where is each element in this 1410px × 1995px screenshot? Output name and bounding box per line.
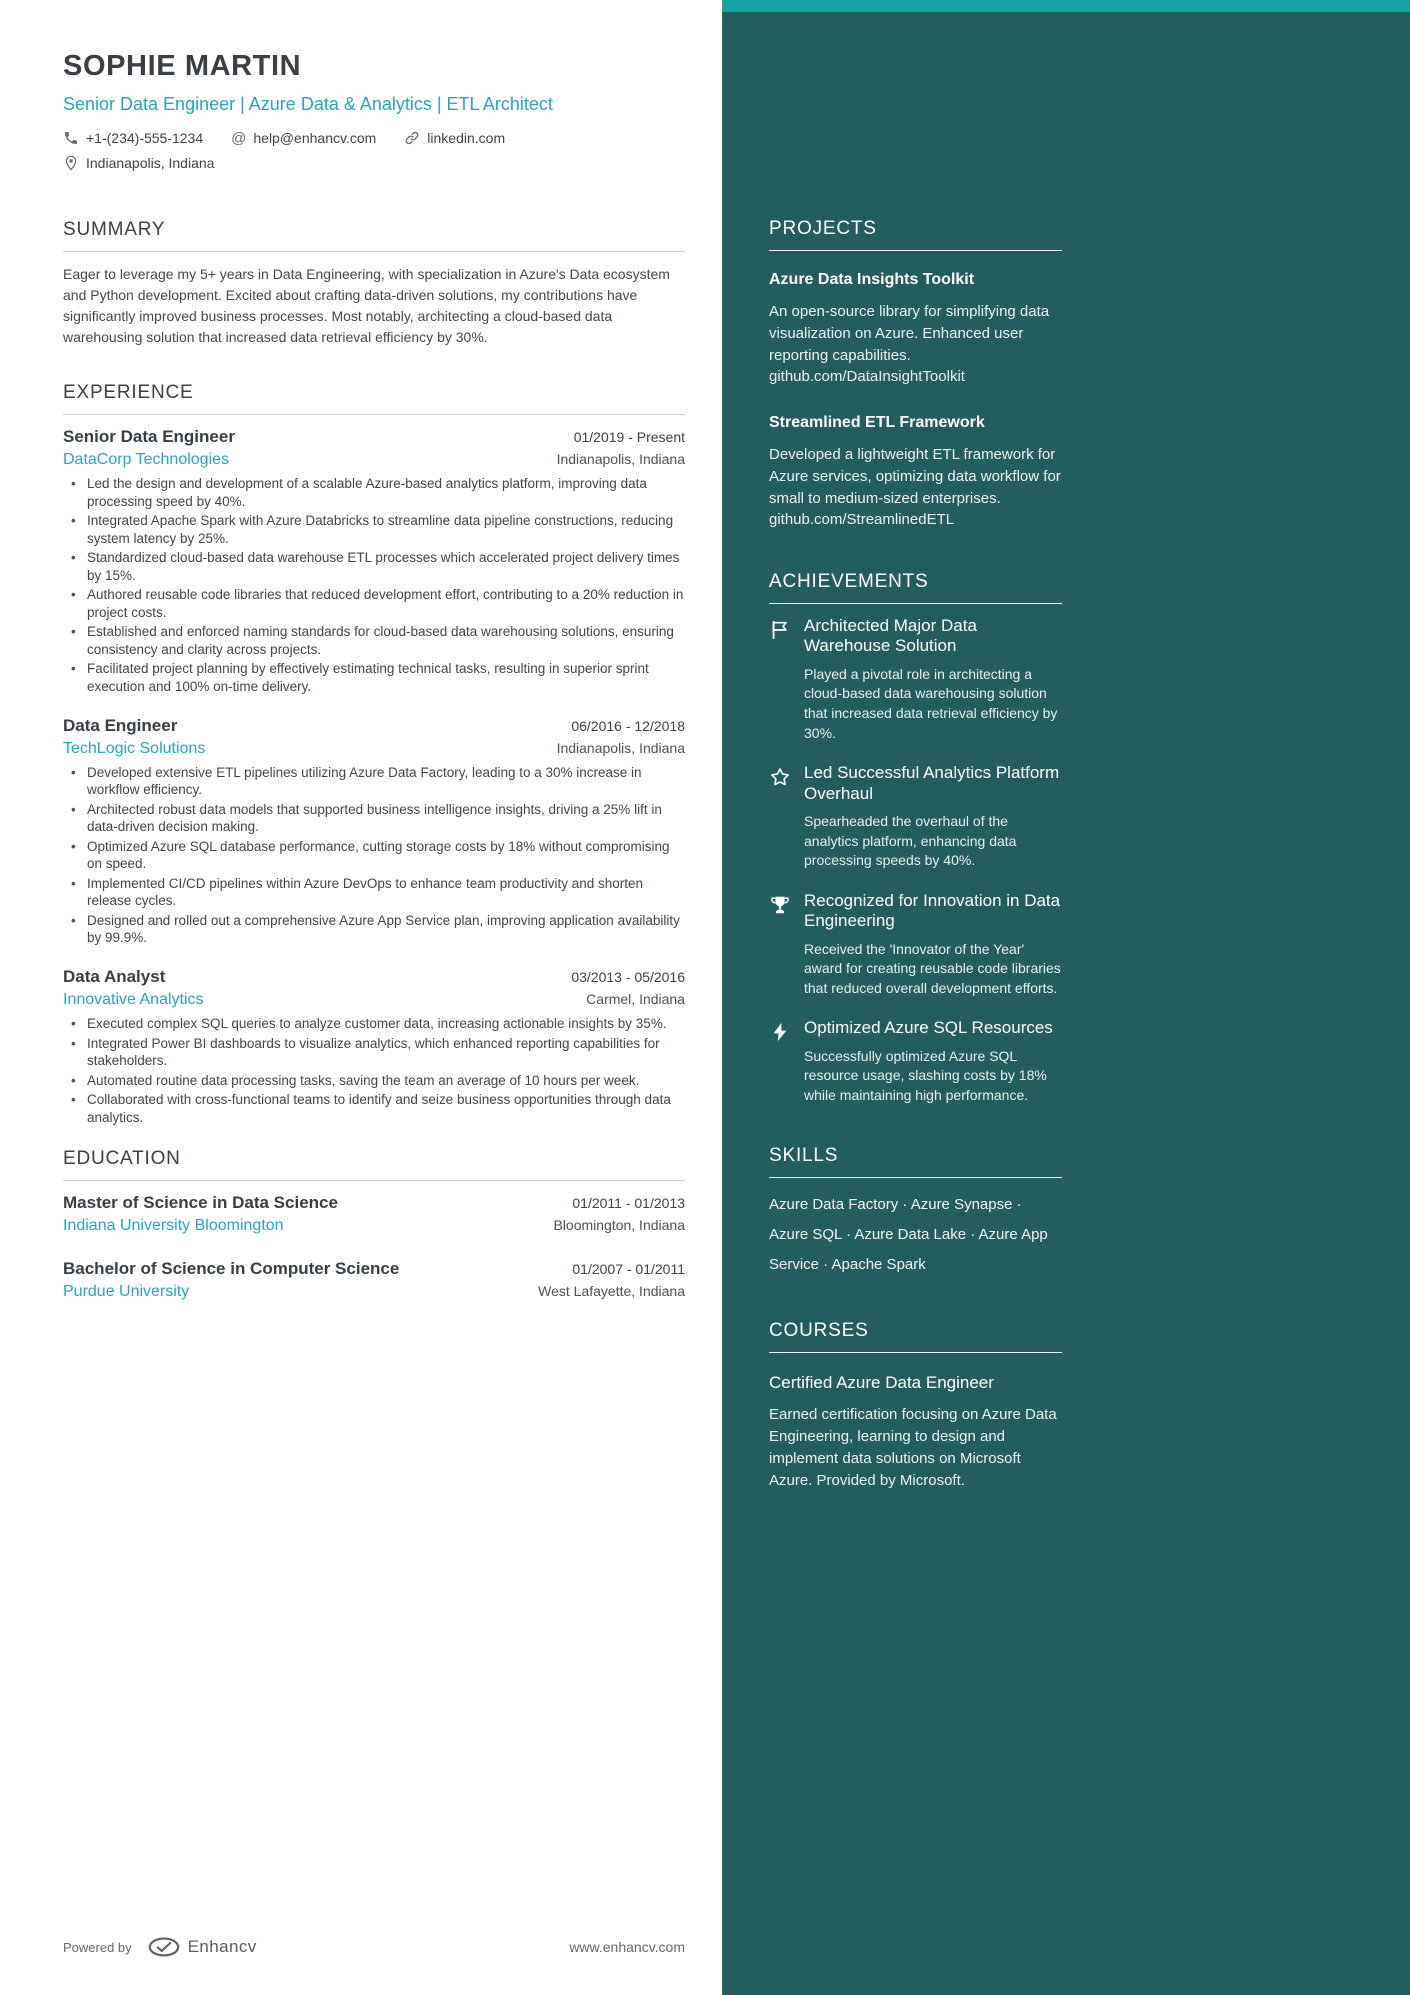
- school-name: Indiana University Bloomington: [63, 1217, 284, 1235]
- achievement-item: [769, 1018, 1062, 1105]
- bullet-item: • Designed and rolled out a comprehensive Azure App Service plan, improving application availability by 99.9%.: [63, 912, 685, 947]
- job-dates: 03/2013 - 05/2016: [571, 969, 685, 986]
- achievement-body: [804, 1018, 1062, 1105]
- project-item: [769, 414, 1062, 531]
- degree-school-row: [63, 1283, 685, 1301]
- course-title: Certified Azure Data Engineer: [769, 1373, 994, 1393]
- bullet-item: • Collaborated with cross-functional teams to identify and seize business opportunities through data analytics.: [63, 1091, 685, 1126]
- job-title-row: [63, 967, 685, 987]
- website-link[interactable]: [404, 130, 505, 146]
- degree-school-row: [63, 1217, 685, 1235]
- bullet-item: • Led the design and development of a scalable Azure-based analytics platform, improving data processing speed by 40%.: [63, 475, 685, 510]
- job-location: Indianapolis, Indiana: [556, 451, 685, 467]
- achievement-text: Successfully optimized Azure SQL resource usage, slashing costs by 18% while maintaining high performance.: [804, 1047, 1047, 1103]
- project-description: An open-source library for simplifying data visualization on Azure. Enhanced user reporting capabilities. github.com/DataInsightToolkit: [769, 303, 1050, 386]
- project-description: Developed a lightweight ETL framework for Azure services, optimizing data workflow for small to medium-sized enterprises. github.com/StreamlinedETL: [769, 446, 1061, 529]
- job-entry: [63, 427, 685, 696]
- projects-section: [769, 218, 1062, 531]
- email-link[interactable]: [231, 130, 376, 146]
- bullet-item: • Integrated Power BI dashboards to visualize analytics, which enhanced reporting capabilities for stakeholders.: [63, 1035, 685, 1070]
- job-dates: 06/2016 - 12/2018: [571, 717, 685, 734]
- achievement-text: Played a pivotal role in architecting a cloud-based data warehousing solution that increased data retrieval efficiency by 30%.: [804, 665, 1058, 741]
- bullet-item: • Optimized Azure SQL database performance, cutting storage costs by 18% without compromising on speed.: [63, 838, 685, 873]
- location-text: Indianapolis, Indiana: [86, 155, 215, 171]
- achievement-item: [769, 891, 1062, 999]
- job-entry: [63, 967, 685, 1126]
- star-icon: [769, 766, 791, 788]
- project-title: Azure Data Insights Toolkit: [769, 271, 975, 288]
- job-company-row: [63, 740, 685, 758]
- bolt-icon: [769, 1021, 791, 1043]
- achievement-body: [804, 891, 1062, 999]
- degree-title-row: [63, 1259, 685, 1279]
- location-pin-icon: [63, 155, 79, 171]
- headline: Senior Data Engineer | Azure Data & Analytics | ETL Architect: [63, 94, 553, 114]
- achievement-body: [804, 763, 1062, 871]
- job-location: Carmel, Indiana: [586, 991, 685, 1008]
- job-company-row: [63, 991, 685, 1009]
- bullet-item: • Facilitated project planning by effectively estimating technical tasks, resulting in superior sprint execution and 100% on-time delivery.: [63, 660, 685, 695]
- achievements-section: [769, 571, 1062, 1105]
- job-title: Data Analyst: [63, 967, 166, 987]
- phone-text: +1-(234)-555-1234: [86, 130, 204, 146]
- at-icon: @: [231, 129, 247, 147]
- project-item: [769, 271, 1062, 388]
- skills-heading: SKILLS: [769, 1145, 1062, 1178]
- degree-entry: [63, 1259, 685, 1301]
- email-text: help@enhancv.com: [253, 130, 377, 146]
- enhancv-brand-link[interactable]: [148, 1937, 257, 1957]
- bullet-item: • Executed complex SQL queries to analyze customer data, increasing actionable insights by 35%.: [63, 1015, 685, 1033]
- header: [63, 50, 685, 171]
- experience-section: [63, 382, 685, 1126]
- degree-entry: [63, 1193, 685, 1235]
- degree-location: Bloomington, Indiana: [553, 1217, 685, 1234]
- course-item: [769, 1373, 1062, 1491]
- achievement-title: Architected Major Data Warehouse Solution: [804, 616, 977, 656]
- powered-by-label: Powered by: [63, 1939, 132, 1955]
- achievement-title: Recognized for Innovation in Data Engineering: [804, 890, 1061, 931]
- school-name: Purdue University: [63, 1283, 190, 1301]
- job-bullets: [63, 1015, 685, 1126]
- achievement-item: [769, 616, 1062, 743]
- bullet-item: • Authored reusable code libraries that reduced development effort, contributing to a 20% reduction in project costs.: [63, 586, 685, 621]
- footer-website-link[interactable]: www.enhancv.com: [569, 1939, 685, 1955]
- bullet-item: • Developed extensive ETL pipelines utilizing Azure Data Factory, leading to a 30% increase in workflow efficiency.: [63, 764, 685, 799]
- degree-dates: 01/2011 - 01/2013: [572, 1195, 685, 1212]
- projects-heading: PROJECTS: [769, 218, 1062, 251]
- skills-list: Azure Data Factory · Azure Synapse · Azure SQL · Azure Data Lake · Azure App Service · Apache Spark: [769, 1196, 1048, 1274]
- bullet-item: • Implemented CI/CD pipelines within Azure DevOps to enhance team productivity and shorten release cycles.: [63, 875, 685, 910]
- phone-icon: [63, 130, 79, 146]
- website-text: linkedin.com: [427, 130, 506, 146]
- company-name: TechLogic Solutions: [63, 739, 206, 757]
- contact-row: [63, 130, 685, 146]
- degree-title: Bachelor of Science in Computer Science: [63, 1259, 400, 1279]
- courses-section: [769, 1320, 1062, 1491]
- job-bullets: [63, 475, 685, 696]
- job-title-row: [63, 427, 685, 447]
- achievement-text: Spearheaded the overhaul of the analytics platform, enhancing data processing speeds by 40%.: [804, 812, 1017, 869]
- job-title: Senior Data Engineer: [63, 427, 235, 446]
- bullet-item: • Established and enforced naming standards for cloud-based data warehousing solutions, ensuring consistency and clarity across projects.: [63, 623, 685, 658]
- brand-name: Enhancv: [187, 1937, 257, 1956]
- education-heading: EDUCATION: [63, 1148, 685, 1181]
- job-location: Indianapolis, Indiana: [556, 739, 685, 756]
- achievement-title: Led Successful Analytics Platform Overhaul: [804, 763, 1060, 803]
- company-name: Innovative Analytics: [63, 991, 204, 1009]
- bullet-item: • Automated routine data processing tasks, saving the team an average of 10 hours per week.: [63, 1072, 685, 1090]
- candidate-name: SOPHIE MARTIN: [63, 50, 302, 82]
- footer: [63, 1937, 685, 1957]
- link-icon: [404, 130, 420, 146]
- achievement-title: Optimized Azure SQL Resources: [804, 1018, 1053, 1038]
- education-section: [63, 1148, 685, 1301]
- achievement-text: Received the 'Innovator of the Year' award for creating reusable code libraries that reduced overall development efforts.: [804, 940, 1061, 996]
- job-company-row: [63, 451, 685, 469]
- bullet-item: • Architected robust data models that supported business intelligence insights, driving a 25% lift in data-driven decision making.: [63, 801, 685, 836]
- summary-heading: SUMMARY: [63, 219, 685, 252]
- bullet-item: • Integrated Apache Spark with Azure Databricks to streamline data pipeline constructions, reducing system latency by 25%.: [63, 512, 685, 547]
- achievement-item: [769, 763, 1062, 871]
- achievement-body: [804, 616, 1062, 743]
- course-text: Earned certification focusing on Azure Data Engineering, learning to design and implement data solutions on Microsoft Azure. Provided by Microsoft.: [769, 1406, 1057, 1489]
- summary-section: [63, 219, 685, 348]
- degree-location: West Lafayette, Indiana: [538, 1283, 685, 1300]
- sidebar: [722, 0, 1410, 1995]
- degree-dates: 01/2007 - 01/2011: [572, 1261, 685, 1278]
- job-dates: 01/2019 - Present: [573, 429, 685, 445]
- sidebar-content: [769, 218, 1062, 1491]
- project-title: Streamlined ETL Framework: [769, 414, 985, 431]
- skills-section: [769, 1145, 1062, 1280]
- courses-heading: COURSES: [769, 1320, 1062, 1353]
- job-entry: [63, 716, 685, 947]
- job-title-row: [63, 716, 685, 736]
- flag-icon: [769, 619, 791, 641]
- experience-heading: EXPERIENCE: [63, 382, 685, 415]
- degree-title: Master of Science in Data Science: [63, 1193, 338, 1213]
- degree-title-row: [63, 1193, 685, 1213]
- company-name: DataCorp Technologies: [63, 451, 230, 468]
- bullet-item: • Standardized cloud-based data warehouse ETL processes which accelerated project delivery times by 15%.: [63, 549, 685, 584]
- job-title: Data Engineer: [63, 715, 178, 735]
- summary-text: Eager to leverage my 5+ years in Data Engineering, with specialization in Azure's Data ecosystem and Python development. Excited about crafting data-driven solutions, my contributions have significantly improved business processes. Most notably, architecting a cloud-based data warehousing solution that increased data retrieval efficiency by 30%.: [63, 266, 670, 345]
- job-bullets: [63, 764, 685, 947]
- trophy-icon: [769, 894, 791, 916]
- enhancv-logo-icon: [148, 1937, 180, 1957]
- phone-link[interactable]: [63, 130, 203, 146]
- sidebar-accent-bar: [722, 0, 1410, 12]
- contact-row-2: [63, 155, 685, 171]
- achievements-heading: ACHIEVEMENTS: [769, 571, 1062, 604]
- location-item: [63, 155, 214, 171]
